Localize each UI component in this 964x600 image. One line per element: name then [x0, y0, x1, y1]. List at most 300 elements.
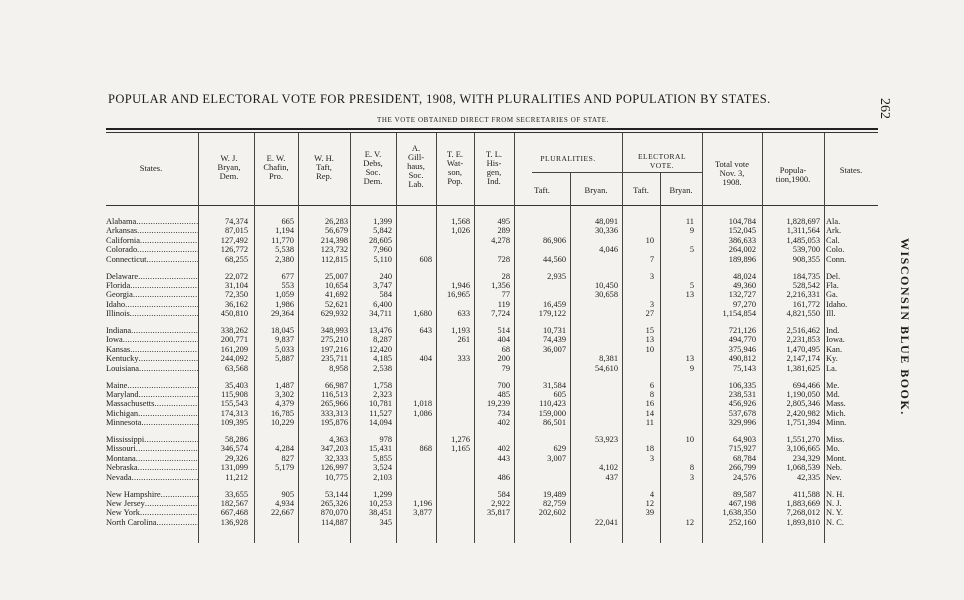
- cell-bryan: 33,655: [224, 489, 248, 499]
- cell-bryan: 244,092: [220, 354, 248, 364]
- header-pluralities: PLURALITIES.: [540, 154, 596, 163]
- table-row: [0, 435, 964, 444]
- cell-plur-taft: 19,489: [542, 489, 566, 499]
- state-name: Kentucky .....: [106, 354, 198, 363]
- cell-taft: 32,333: [324, 453, 348, 463]
- cell-hisgen: 35,817: [486, 508, 510, 518]
- cell-taft: 53,144: [324, 489, 348, 499]
- header-plur-bryan: Bryan.: [584, 185, 608, 195]
- cell-pop: 2,420,982: [786, 408, 820, 418]
- cell-pop: 539,700: [792, 245, 820, 255]
- cell-chafin: 29,364: [270, 309, 294, 319]
- cell-pop: 1,470,495: [786, 344, 820, 354]
- cell-debs: 1,758: [373, 380, 392, 390]
- cell-taft: 265,326: [320, 498, 348, 508]
- header-watson: T. E. Wat- son, Pop.: [446, 149, 464, 186]
- cell-plur-bryan: 4,046: [599, 245, 618, 255]
- cell-elec-taft: 8: [649, 389, 654, 399]
- cell-hisgen: 700: [497, 380, 510, 390]
- header-chafin: E. W. Chafin, Pro.: [263, 153, 289, 181]
- table-row: [0, 335, 964, 344]
- cell-plur-taft: 605: [553, 389, 566, 399]
- cell-pop: 1,068,539: [786, 463, 820, 473]
- cell-elec-taft: 39: [645, 508, 654, 518]
- cell-elec-taft: 16: [645, 399, 654, 409]
- cell-taft: 56,679: [324, 226, 348, 236]
- cell-gillhaus: 3,877: [413, 508, 432, 518]
- state-abbr: Miss.: [826, 435, 845, 444]
- cell-hisgen: 119: [497, 299, 510, 309]
- state-abbr: Md.: [826, 389, 840, 399]
- cell-bryan: 136,928: [220, 517, 248, 527]
- cell-taft: 265,966: [320, 399, 348, 409]
- cell-taft: 66,987: [324, 380, 348, 390]
- page-number: 262: [877, 98, 892, 119]
- cell-pop: 1,893,810: [786, 517, 820, 527]
- state-abbr: Idaho.: [826, 299, 848, 309]
- cell-debs: 4,185: [373, 354, 392, 364]
- cell-chafin: 553: [281, 280, 294, 290]
- cell-plur-bryan: 437: [605, 472, 618, 482]
- cell-taft: 214,398: [320, 235, 348, 245]
- state-name: Illinois .....: [106, 309, 198, 318]
- table-row: [0, 418, 964, 427]
- table-row: [0, 245, 964, 254]
- cell-watson: 261: [457, 335, 470, 345]
- cell-bryan: 115,908: [221, 389, 248, 399]
- state-name: Louisiana .....: [106, 364, 198, 373]
- cell-taft: 870,070: [320, 508, 348, 518]
- cell-taft: 112,815: [321, 254, 348, 264]
- table-row: [0, 272, 964, 281]
- cell-hisgen: 4,278: [491, 235, 510, 245]
- cell-bryan: 63,568: [224, 363, 248, 373]
- cell-bryan: 58,286: [224, 435, 248, 444]
- cell-elec-bryan: 10: [685, 435, 694, 444]
- cell-chafin: 2,380: [275, 254, 294, 264]
- state-name: Connecticut .....: [106, 255, 198, 264]
- header-electoral: ELECTORAL VOTE.: [637, 152, 687, 170]
- cell-debs: 240: [379, 271, 392, 281]
- cell-pop: 694,466: [792, 380, 820, 390]
- cell-watson: 333: [457, 354, 470, 364]
- cell-hisgen: 68: [501, 344, 510, 354]
- cell-bryan: 29,326: [224, 453, 248, 463]
- cell-taft: 116,513: [321, 389, 348, 399]
- cell-total: 48,024: [732, 271, 756, 281]
- state-abbr: Me.: [826, 380, 840, 390]
- cell-debs: 3,524: [373, 463, 392, 473]
- state-name: Mississippi .....: [106, 435, 198, 444]
- state-abbr: Conn.: [826, 254, 847, 264]
- cell-debs: 15,431: [368, 444, 392, 454]
- cell-elec-bryan: 5: [689, 245, 694, 255]
- cell-elec-taft: 3: [649, 299, 654, 309]
- cell-hisgen: 734: [497, 408, 510, 418]
- cell-total: 715,927: [728, 444, 756, 454]
- cell-watson: 1,026: [451, 226, 470, 236]
- cell-taft: 41,692: [324, 290, 348, 300]
- cell-debs: 584: [379, 290, 392, 300]
- cell-bryan: 450,810: [220, 309, 248, 319]
- state-name: North Carolina .....: [106, 518, 198, 527]
- cell-hisgen: 443: [497, 453, 510, 463]
- cell-pop: 1,485,053: [786, 235, 820, 245]
- state-name: New Hampshire .....: [106, 490, 198, 499]
- header-debs: E. V. Debs, Soc. Dem.: [363, 149, 383, 186]
- cell-bryan: 72,350: [224, 290, 248, 300]
- cell-total: 386,633: [728, 235, 756, 245]
- cell-taft: 4,363: [329, 435, 348, 444]
- cell-hisgen: 1,356: [491, 280, 510, 290]
- cell-elec-taft: 3: [649, 271, 654, 281]
- cell-total: 238,531: [728, 389, 756, 399]
- header-states: States.: [139, 163, 163, 173]
- cell-pop: 2,231,853: [786, 335, 820, 345]
- state-abbr: Ky.: [826, 354, 838, 364]
- cell-chafin: 22,667: [270, 508, 294, 518]
- cell-elec-taft: 11: [645, 418, 654, 428]
- state-abbr: Ill.: [826, 309, 836, 319]
- cell-pop: 1,311,564: [786, 226, 820, 236]
- header-hisgen: T. L. His- gen, Ind.: [485, 149, 503, 186]
- cell-plur-taft: 36,007: [542, 344, 566, 354]
- cell-taft: 195,876: [320, 418, 348, 428]
- cell-bryan: 22,072: [224, 271, 248, 281]
- state-abbr: Ark.: [826, 226, 842, 236]
- cell-chafin: 1,194: [275, 226, 294, 236]
- cell-elec-taft: 7: [649, 254, 654, 264]
- state-name: Missouri .....: [106, 444, 198, 453]
- cell-watson: 1,276: [451, 435, 470, 444]
- cell-pop: 42,335: [796, 472, 820, 482]
- cell-hisgen: 514: [497, 326, 510, 335]
- table-row: [0, 217, 964, 226]
- header-elec-taft: Taft.: [633, 185, 649, 195]
- state-name: Arkansas .....: [106, 226, 198, 235]
- cell-total: 89,587: [732, 489, 756, 499]
- cell-hisgen: 495: [497, 217, 510, 226]
- cell-gillhaus: 1,086: [413, 408, 432, 418]
- cell-bryan: 126,772: [220, 245, 248, 255]
- cell-plur-bryan: 48,091: [594, 217, 618, 226]
- cell-gillhaus: 404: [419, 354, 432, 364]
- cell-total: 189,896: [728, 254, 756, 264]
- state-name: Montana .....: [106, 454, 198, 463]
- cell-hisgen: 289: [497, 226, 510, 236]
- cell-plur-bryan: 53,923: [594, 435, 618, 444]
- cell-elec-taft: 13: [645, 335, 654, 345]
- cell-hisgen: 485: [497, 389, 510, 399]
- cell-elec-taft: 6: [649, 380, 654, 390]
- cell-chafin: 4,379: [275, 399, 294, 409]
- cell-debs: 38,451: [368, 508, 392, 518]
- cell-pop: 1,828,697: [786, 217, 820, 226]
- cell-plur-bryan: 54,610: [594, 363, 618, 373]
- cell-taft: 629,932: [320, 309, 348, 319]
- cell-chafin: 3,302: [275, 389, 294, 399]
- state-name: Idaho .....: [106, 300, 198, 309]
- cell-debs: 14,094: [368, 418, 392, 428]
- cell-debs: 11,527: [369, 408, 392, 418]
- table-row: [0, 255, 964, 264]
- cell-elec-bryan: 8: [689, 463, 694, 473]
- header-elec-bryan: Bryan.: [669, 185, 693, 195]
- table-row: [0, 473, 964, 482]
- cell-pop: 2,216,331: [786, 290, 820, 300]
- table-row: [0, 236, 964, 245]
- cell-plur-taft: 16,459: [542, 299, 566, 309]
- cell-elec-taft: 15: [645, 326, 654, 335]
- header-states-right: States.: [839, 165, 863, 175]
- cell-watson: 1,165: [451, 444, 470, 454]
- cell-bryan: 174,313: [220, 408, 248, 418]
- state-abbr: Fla.: [826, 280, 839, 290]
- cell-chafin: 665: [281, 217, 294, 226]
- state-abbr: N. Y.: [826, 508, 843, 518]
- cell-pop: 7,268,012: [786, 508, 820, 518]
- cell-elec-bryan: 3: [689, 472, 694, 482]
- cell-taft: 275,210: [320, 335, 348, 345]
- cell-elec-bryan: 13: [685, 354, 694, 364]
- table-row: [0, 444, 964, 453]
- cell-bryan: 74,374: [224, 217, 248, 226]
- cell-elec-bryan: 5: [689, 280, 694, 290]
- table-row: [0, 399, 964, 408]
- state-abbr: Minn.: [826, 418, 847, 428]
- cell-hisgen: 79: [501, 363, 510, 373]
- cell-debs: 2,538: [373, 363, 392, 373]
- cell-chafin: 9,837: [275, 335, 294, 345]
- state-name: Maine .....: [106, 381, 198, 390]
- state-abbr: Mont.: [826, 453, 847, 463]
- state-abbr: Colo.: [826, 245, 845, 255]
- cell-taft: 10,654: [324, 280, 348, 290]
- cell-bryan: 87,015: [224, 226, 248, 236]
- cell-plur-bryan: 8,381: [599, 354, 618, 364]
- state-name: Maryland .....: [106, 390, 198, 399]
- cell-elec-bryan: 11: [685, 217, 694, 226]
- state-abbr: Mo.: [826, 444, 840, 454]
- cell-pop: 2,516,462: [786, 326, 820, 335]
- cell-chafin: 1,059: [275, 290, 294, 300]
- state-name: Georgia .....: [106, 290, 198, 299]
- cell-hisgen: 728: [497, 254, 510, 264]
- cell-elec-bryan: 12: [685, 517, 694, 527]
- state-name: Alabama .....: [106, 217, 198, 226]
- state-name: Colorado .....: [106, 245, 198, 254]
- cell-plur-taft: 110,423: [539, 399, 566, 409]
- cell-elec-taft: 12: [645, 498, 654, 508]
- cell-debs: 2,103: [373, 472, 392, 482]
- cell-plur-bryan: 4,102: [599, 463, 618, 473]
- table-row: [0, 490, 964, 499]
- cell-bryan: 109,395: [220, 418, 248, 428]
- cell-total: 1,154,854: [722, 309, 756, 319]
- state-name: Indiana .....: [106, 326, 198, 335]
- cell-total: 132,727: [728, 290, 756, 300]
- state-abbr: La.: [826, 363, 837, 373]
- cell-chafin: 1,487: [275, 380, 294, 390]
- cell-bryan: 11,212: [225, 472, 248, 482]
- state-name: Delaware .....: [106, 272, 198, 281]
- cell-total: 490,812: [728, 354, 756, 364]
- table-row: [0, 354, 964, 363]
- table-row: [0, 290, 964, 299]
- cell-total: 467,198: [728, 498, 756, 508]
- cell-plur-bryan: 22,041: [594, 517, 618, 527]
- cell-total: 24,576: [732, 472, 756, 482]
- cell-total: 721,126: [728, 326, 756, 335]
- cell-debs: 5,855: [373, 453, 392, 463]
- state-abbr: Kan.: [826, 344, 843, 354]
- header-total-vote: Total vote Nov. 3, 1908.: [714, 159, 750, 187]
- state-name: Michigan .....: [106, 409, 198, 418]
- cell-total: 252,160: [728, 517, 756, 527]
- header-bryan: W. J. Bryan, Dem.: [217, 153, 241, 181]
- state-abbr: Mass.: [826, 399, 846, 409]
- cell-total: 75,143: [732, 363, 756, 373]
- cell-debs: 7,960: [373, 245, 392, 255]
- cell-debs: 2,323: [373, 389, 392, 399]
- cell-hisgen: 77: [501, 290, 510, 300]
- cell-total: 152,045: [728, 226, 756, 236]
- cell-taft: 235,711: [321, 354, 348, 364]
- state-name: Nevada .....: [106, 473, 198, 482]
- cell-plur-taft: 31,584: [542, 380, 566, 390]
- cell-pop: 2,147,174: [786, 354, 820, 364]
- cell-plur-bryan: 30,336: [594, 226, 618, 236]
- cell-plur-taft: 86,906: [542, 235, 566, 245]
- state-abbr: Ind.: [826, 326, 840, 335]
- state-abbr: N. H.: [826, 489, 845, 499]
- running-head: WISCONSIN BLUE BOOK.: [898, 238, 912, 416]
- cell-taft: 348,993: [320, 326, 348, 335]
- state-abbr: Cal.: [826, 235, 840, 245]
- cell-plur-bryan: 30,658: [594, 290, 618, 300]
- cell-taft: 10,775: [324, 472, 348, 482]
- state-name: Kansas .....: [106, 345, 198, 354]
- cell-pop: 1,751,394: [786, 418, 820, 428]
- cell-total: 106,335: [728, 380, 756, 390]
- cell-elec-bryan: 9: [689, 363, 694, 373]
- state-name: Massachusetts .....: [106, 399, 198, 408]
- cell-total: 97,270: [732, 299, 756, 309]
- cell-hisgen: 2,922: [491, 498, 510, 508]
- cell-total: 266,799: [728, 463, 756, 473]
- cell-hisgen: 584: [497, 489, 510, 499]
- cell-chafin: 16,785: [270, 408, 294, 418]
- cell-chafin: 5,033: [275, 344, 294, 354]
- state-name: California .....: [106, 236, 198, 245]
- cell-debs: 34,711: [369, 309, 392, 319]
- cell-pop: 411,588: [793, 489, 820, 499]
- cell-total: 49,360: [732, 280, 756, 290]
- cell-chafin: 905: [281, 489, 294, 499]
- cell-plur-taft: 202,602: [538, 508, 566, 518]
- cell-total: 375,946: [728, 344, 756, 354]
- cell-taft: 25,007: [324, 271, 348, 281]
- table-top-rule: [106, 128, 878, 130]
- cell-gillhaus: 868: [419, 444, 432, 454]
- cell-plur-taft: 2,935: [547, 271, 566, 281]
- cell-elec-taft: 10: [645, 235, 654, 245]
- cell-debs: 6,400: [373, 299, 392, 309]
- cell-plur-bryan: 10,450: [594, 280, 618, 290]
- cell-elec-taft: 14: [645, 408, 654, 418]
- table-row: [0, 281, 964, 290]
- cell-chafin: 677: [281, 271, 294, 281]
- cell-watson: 1,568: [451, 217, 470, 226]
- state-abbr: N. C.: [826, 517, 844, 527]
- cell-elec-taft: 18: [645, 444, 654, 454]
- cell-debs: 5,110: [373, 254, 392, 264]
- cell-pop: 1,883,669: [786, 498, 820, 508]
- cell-bryan: 68,255: [224, 254, 248, 264]
- cell-bryan: 35,403: [224, 380, 248, 390]
- state-abbr: Neb.: [826, 463, 843, 473]
- cell-hisgen: 404: [497, 335, 510, 345]
- cell-debs: 8,287: [373, 335, 392, 345]
- cell-plur-taft: 44,560: [542, 254, 566, 264]
- state-name: New Jersey .....: [106, 499, 198, 508]
- cell-chafin: 5,538: [275, 245, 294, 255]
- state-abbr: Nev.: [826, 472, 842, 482]
- cell-plur-taft: 629: [553, 444, 566, 454]
- cell-pop: 1,551,270: [786, 435, 820, 444]
- cell-total: 104,784: [728, 217, 756, 226]
- cell-gillhaus: 1,018: [413, 399, 432, 409]
- electoral-subrule: [622, 172, 702, 173]
- table-row: [0, 499, 964, 508]
- state-name: Florida .....: [106, 281, 198, 290]
- table-row: [0, 390, 964, 399]
- cell-total: 1,638,350: [722, 508, 756, 518]
- cell-taft: 347,203: [320, 444, 348, 454]
- cell-pop: 2,805,346: [786, 399, 820, 409]
- cell-bryan: 127,492: [220, 235, 248, 245]
- cell-hisgen: 28: [501, 271, 510, 281]
- cell-pop: 234,329: [792, 453, 820, 463]
- cell-plur-taft: 86,501: [542, 418, 566, 428]
- cell-elec-taft: 4: [649, 489, 654, 499]
- cell-elec-bryan: 9: [689, 226, 694, 236]
- cell-bryan: 36,162: [224, 299, 248, 309]
- header-population: Popula- tion,1900.: [775, 165, 811, 184]
- state-name: Nebraska .....: [106, 463, 198, 472]
- state-abbr: N. J.: [826, 498, 842, 508]
- cell-debs: 5,842: [373, 226, 392, 236]
- cell-pop: 184,735: [792, 271, 820, 281]
- state-abbr: Iowa.: [826, 335, 845, 345]
- cell-debs: 345: [379, 517, 392, 527]
- cell-debs: 3,747: [373, 280, 392, 290]
- state-name: Iowa .....: [106, 335, 198, 344]
- table-row: [0, 518, 964, 527]
- cell-chafin: 1,986: [275, 299, 294, 309]
- cell-pop: 3,106,665: [786, 444, 820, 454]
- cell-bryan: 346,574: [220, 444, 248, 454]
- table-row: [0, 326, 964, 335]
- table-row: [0, 309, 964, 318]
- table-row: [0, 381, 964, 390]
- cell-gillhaus: 1,196: [413, 498, 432, 508]
- cell-pop: 1,381,625: [786, 363, 820, 373]
- cell-bryan: 155,543: [220, 399, 248, 409]
- cell-debs: 12,420: [368, 344, 392, 354]
- cell-gillhaus: 643: [419, 326, 432, 335]
- state-abbr: Mich.: [826, 408, 846, 418]
